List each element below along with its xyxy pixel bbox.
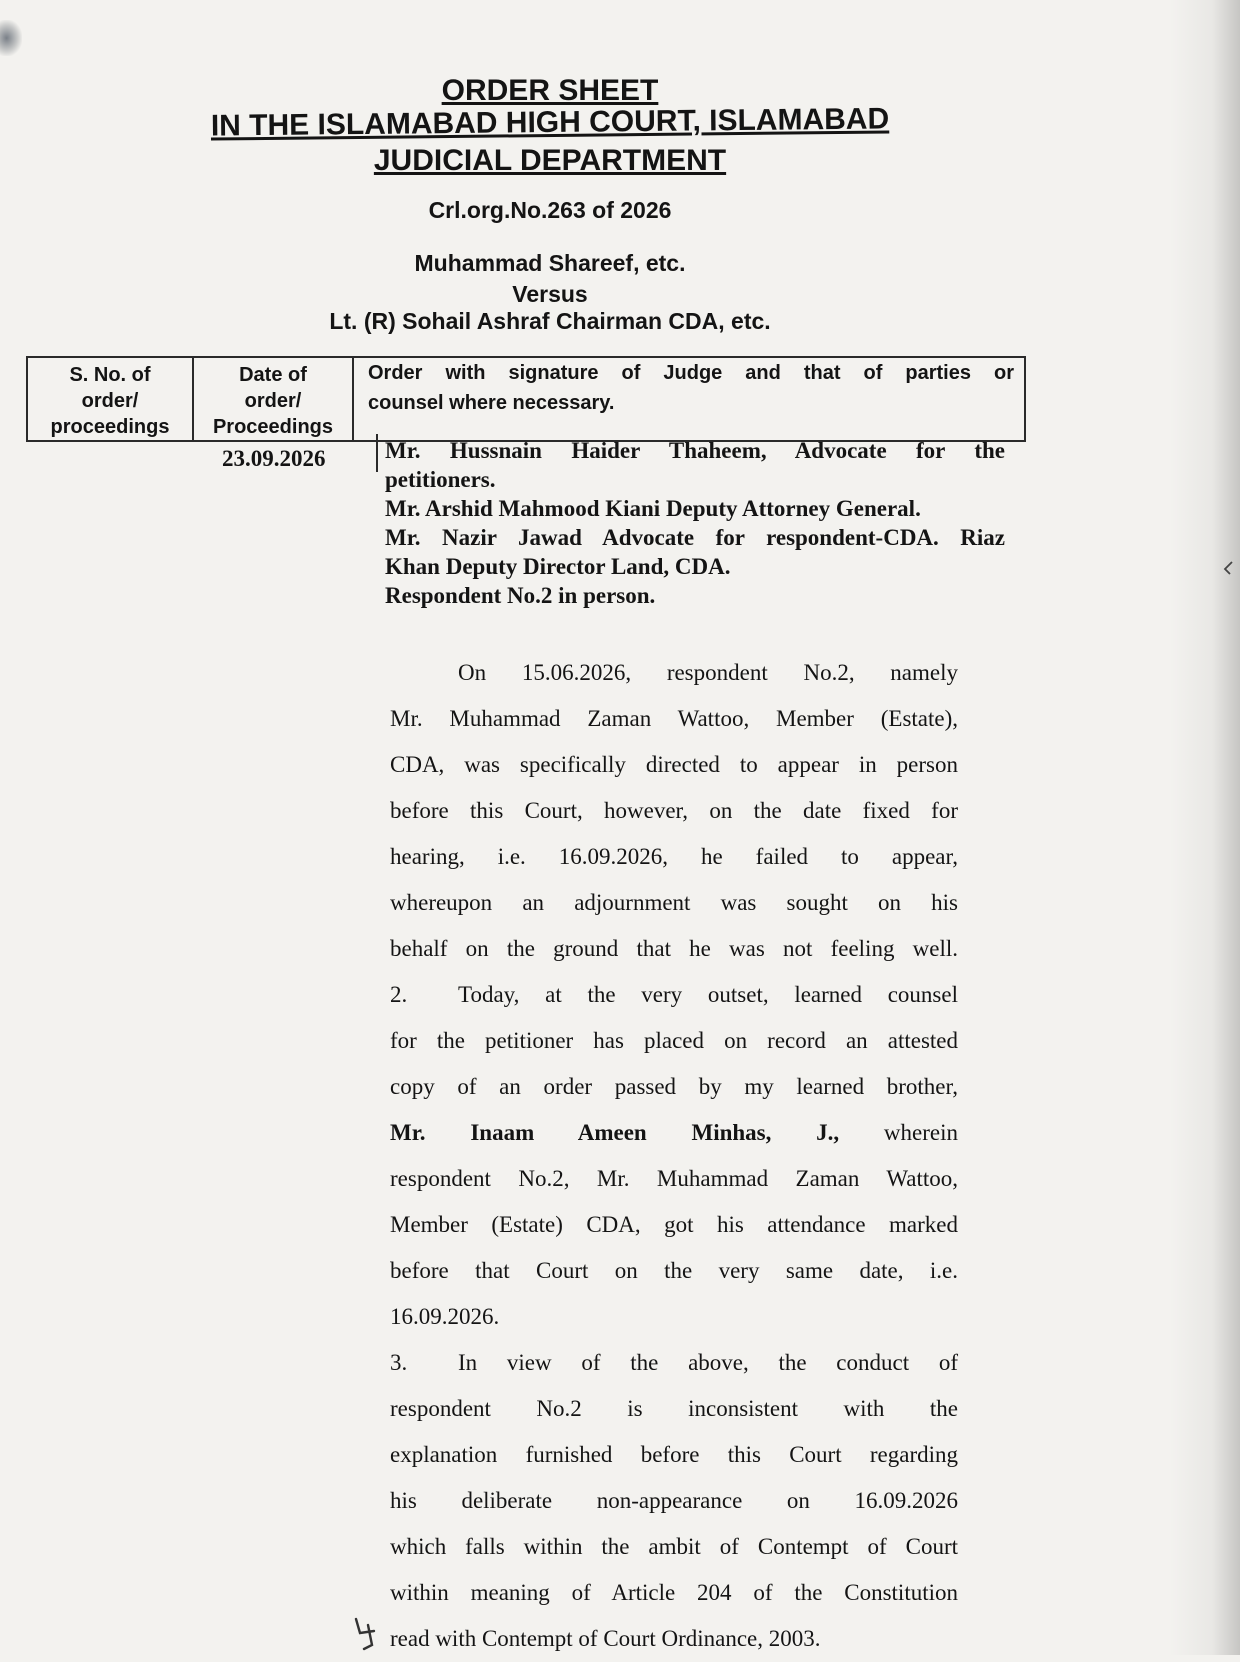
body-line: copy of an order passed by my learned brother, bbox=[390, 1074, 958, 1099]
order-date: 23.09.2026 bbox=[222, 446, 326, 471]
margin-tick-icon bbox=[1222, 560, 1234, 581]
col-serial-header bbox=[27, 357, 193, 441]
scan-edge-shadow bbox=[1170, 0, 1240, 1655]
appearance-line: Mr. Hussnain Haider Thaheem, Advocate for the bbox=[385, 438, 1005, 463]
body-line: whereupon an adjournment was sought on his bbox=[390, 890, 958, 915]
col1-line: order/ bbox=[81, 390, 139, 412]
body-line: for the petitioner has placed on record an attested bbox=[390, 1028, 958, 1053]
col1-line: S. No. of bbox=[69, 364, 151, 386]
body-line: his deliberate non-appearance on 16.09.2026 bbox=[390, 1488, 958, 1513]
col3-line: counsel where necessary. bbox=[368, 392, 615, 414]
body-line: 16.09.2026. bbox=[390, 1304, 500, 1329]
appearance-line: Respondent No.2 in person. bbox=[385, 583, 656, 608]
body-line: behalf on the ground that he was not feeling well. bbox=[390, 936, 958, 961]
body-line-text: In view of the above, the conduct of bbox=[458, 1350, 958, 1375]
body-line: hearing, i.e. 16.09.2026, he failed to appear, bbox=[390, 844, 958, 869]
column-divider bbox=[376, 434, 378, 472]
body-line-text: wherein bbox=[883, 1120, 958, 1145]
appearances-block bbox=[385, 436, 1005, 610]
body-line bbox=[390, 972, 958, 1018]
header-department: JUDICIAL DEPARTMENT bbox=[373, 144, 727, 177]
header-order-sheet: ORDER SHEET bbox=[441, 74, 659, 107]
body-line: Mr. Muhammad Zaman Wattoo, Member (Estate), bbox=[390, 706, 958, 731]
appearance-line: petitioners. bbox=[385, 467, 496, 492]
body-line-text: Today, at the very outset, learned counsel bbox=[458, 982, 958, 1007]
body-line: CDA, was specifically directed to appear in person bbox=[390, 752, 958, 777]
body-line: before that Court on the very same date, i.e. bbox=[390, 1258, 958, 1283]
body-line: explanation furnished before this Court regarding bbox=[390, 1442, 958, 1467]
col2-line: Date of bbox=[239, 364, 307, 386]
body-line: within meaning of Article 204 of the Constitution bbox=[390, 1580, 958, 1605]
col2-line: Proceedings bbox=[212, 416, 334, 438]
body-line: On 15.06.2026, respondent No.2, namely bbox=[458, 660, 958, 685]
para-number: 3. bbox=[390, 1350, 408, 1375]
order-table-header bbox=[26, 356, 1026, 442]
body-line bbox=[390, 1340, 958, 1386]
body-line: respondent No.2 is inconsistent with the bbox=[390, 1396, 958, 1421]
col3-line: Order with signature of Judge and that of parties or bbox=[368, 362, 1014, 384]
order-body bbox=[390, 650, 958, 1662]
col-date-header bbox=[193, 357, 353, 441]
judge-name: Mr. Inaam Ameen Minhas, J., bbox=[390, 1120, 840, 1145]
para-number: 2. bbox=[390, 982, 408, 1007]
handwritten-initial-icon bbox=[350, 1615, 384, 1651]
col2-line: order/ bbox=[244, 390, 302, 412]
appearance-line: Mr. Nazir Jawad Advocate for respondent-CDA. Riaz bbox=[385, 525, 1005, 550]
body-line: respondent No.2, Mr. Muhammad Zaman Wattoo, bbox=[390, 1166, 958, 1191]
versus-label: Versus bbox=[512, 281, 588, 307]
header-court-name: IN THE ISLAMABAD HIGH COURT, ISLAMABAD bbox=[210, 102, 890, 143]
scan-corner-mark bbox=[0, 20, 22, 56]
body-line: which falls within the ambit of Contempt of Court bbox=[390, 1534, 958, 1559]
case-number: Crl.org.No.263 of 2026 bbox=[428, 197, 672, 223]
appearance-line: Mr. Arshid Mahmood Kiani Deputy Attorney General. bbox=[385, 496, 921, 521]
col-order-header bbox=[353, 357, 1025, 441]
body-line: before this Court, however, on the date fixed for bbox=[390, 798, 958, 823]
body-line: read with Contempt of Court Ordinance, 2003. bbox=[390, 1626, 821, 1651]
body-line: Member (Estate) CDA, got his attendance marked bbox=[390, 1212, 958, 1237]
respondent-name: Lt. (R) Sohail Ashraf Chairman CDA, etc. bbox=[329, 308, 771, 334]
col1-line: proceedings bbox=[50, 416, 170, 438]
appearance-line: Khan Deputy Director Land, CDA. bbox=[385, 554, 731, 579]
body-line bbox=[390, 1110, 958, 1156]
petitioner-name: Muhammad Shareef, etc. bbox=[414, 250, 686, 276]
